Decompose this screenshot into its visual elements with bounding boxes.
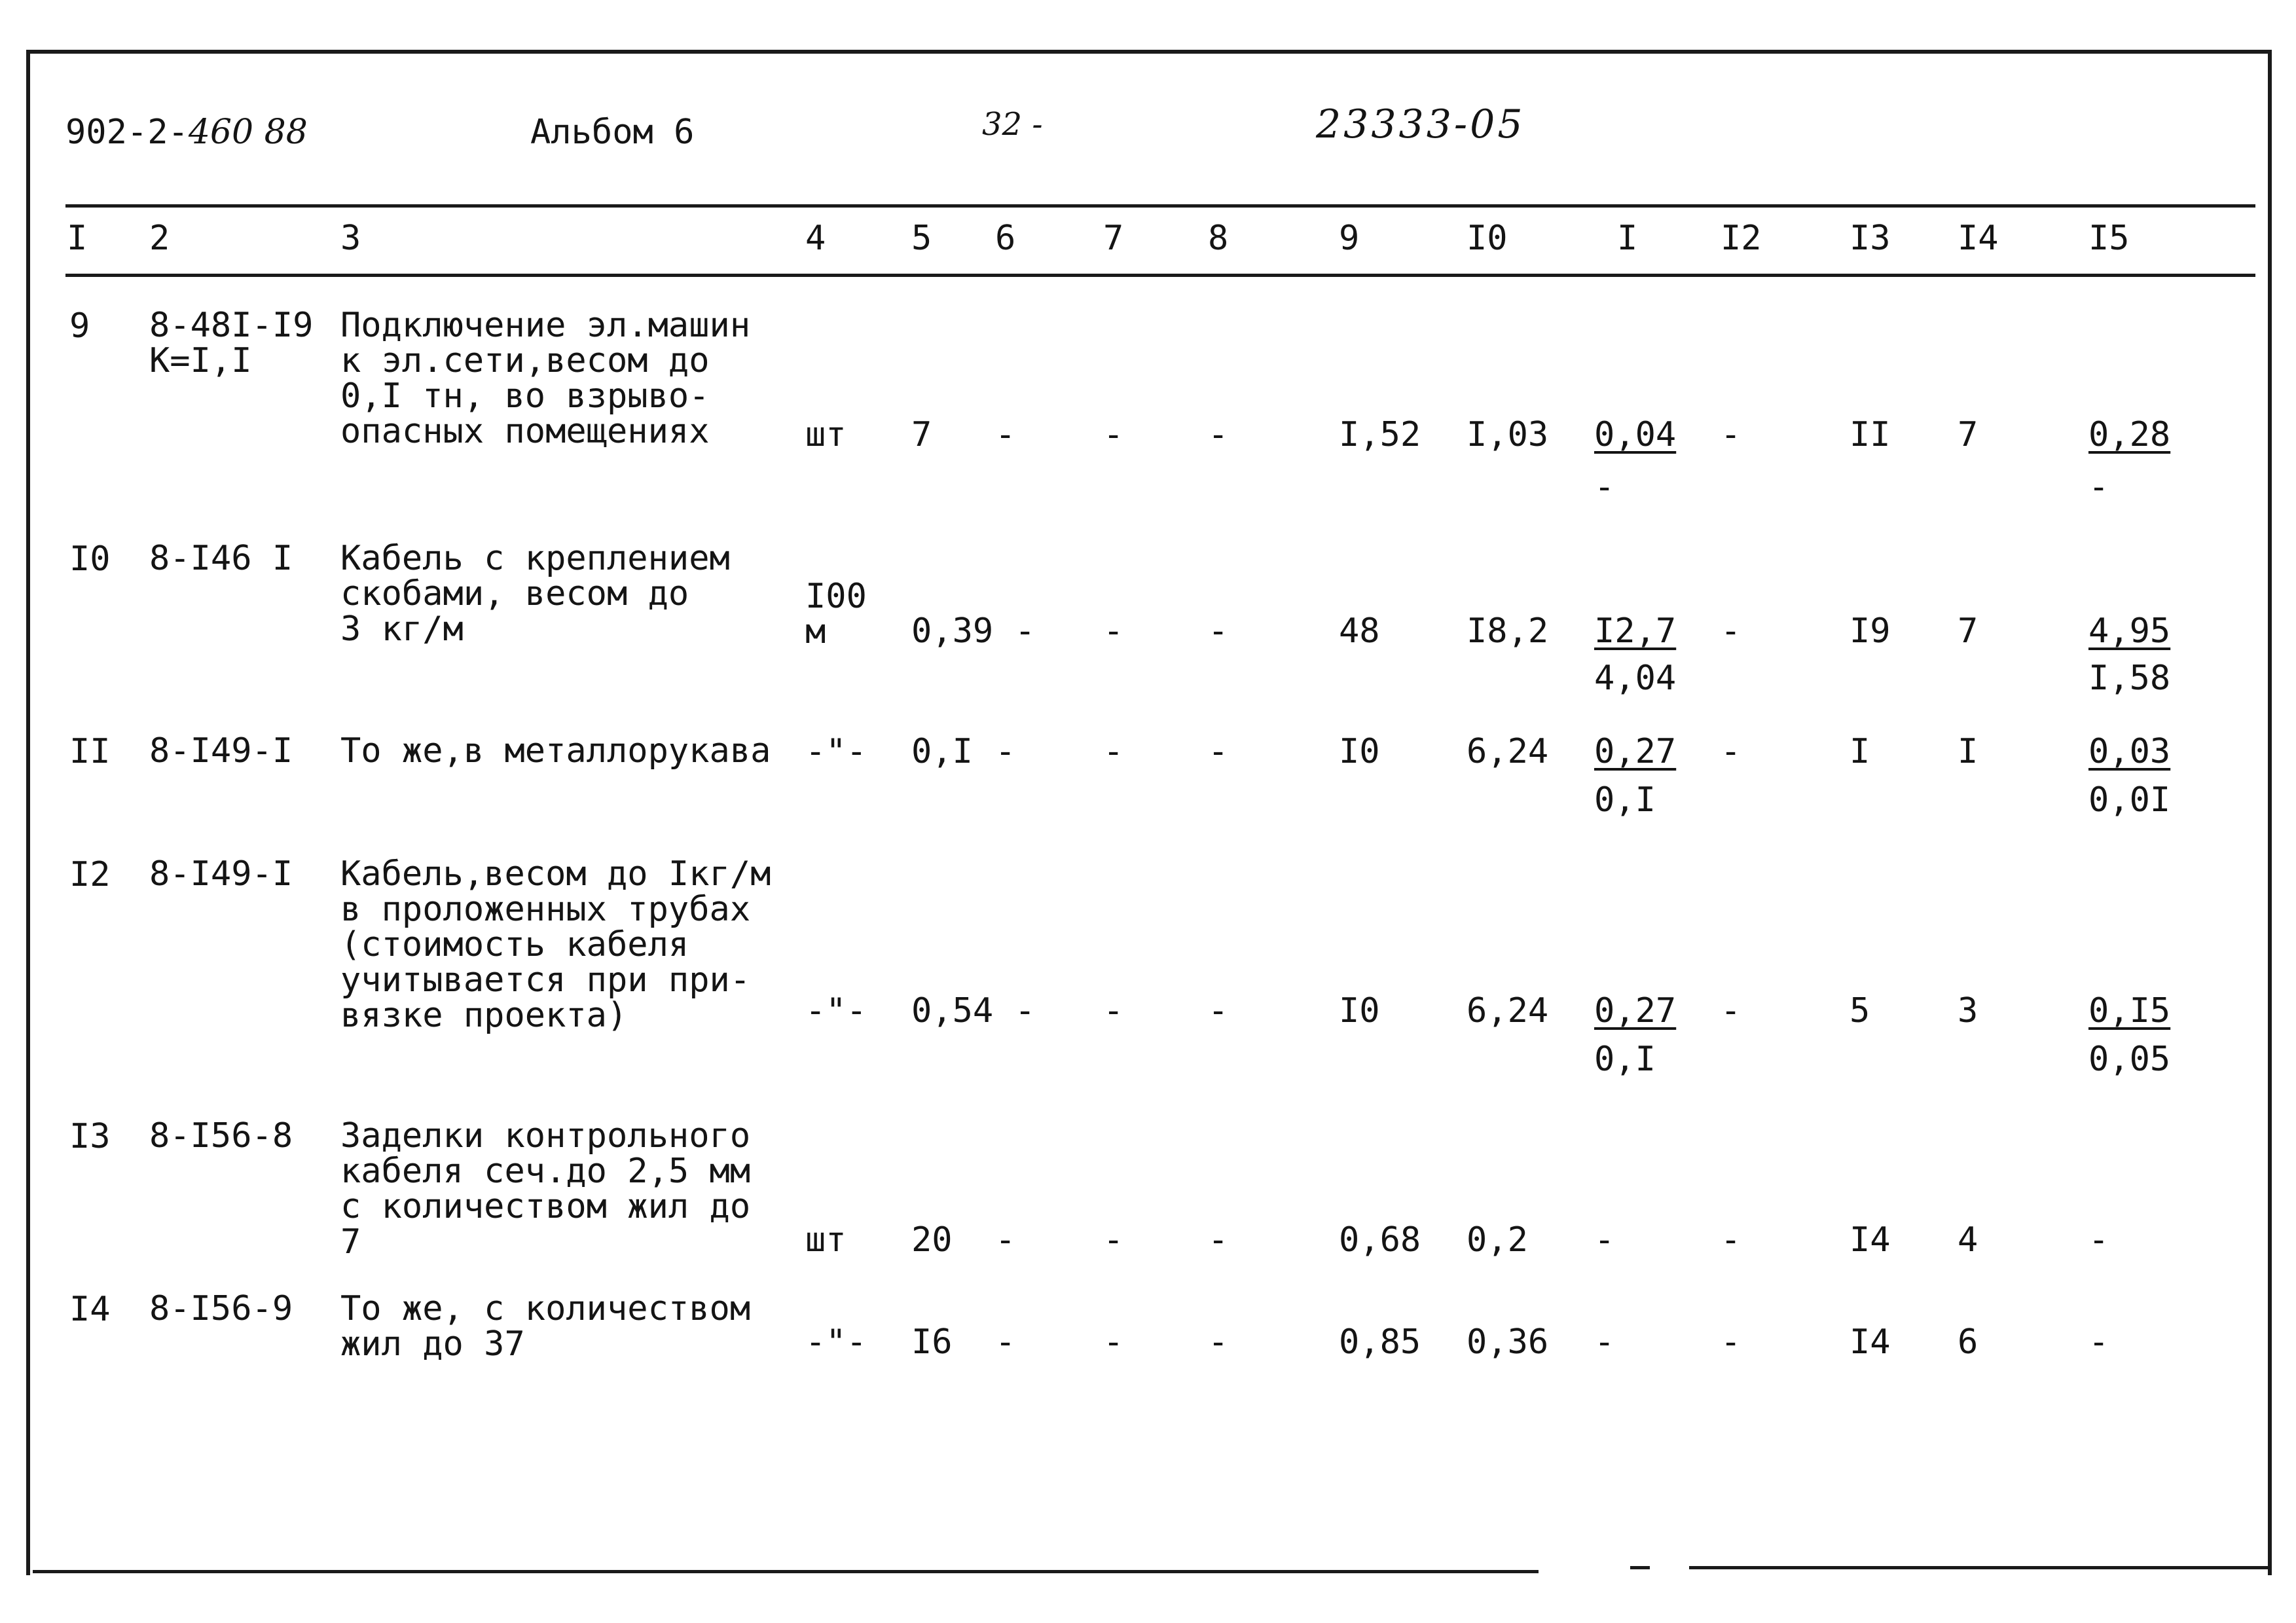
- col11-top-value: 0,04: [1594, 415, 1677, 454]
- col12-value: -: [1721, 1220, 1741, 1260]
- col11-bottom-value: 0,I: [1594, 780, 1656, 820]
- col14-value: 3: [1958, 991, 1978, 1030]
- col7-value: -: [1103, 415, 1124, 454]
- col15-top-value: -: [2088, 1220, 2109, 1260]
- work-description: Кабель с креплением скобами, весом до 3 кг/м: [340, 539, 730, 649]
- col13-value: 5: [1850, 991, 1870, 1030]
- col6-value: -: [1015, 611, 1036, 651]
- col8-value: -: [1208, 1220, 1229, 1260]
- unit: шт: [805, 415, 847, 454]
- col5-value: I6: [911, 1322, 953, 1362]
- table-header-rule-top: [65, 204, 2255, 208]
- col10-value: 0,36: [1467, 1322, 1549, 1362]
- norm-code: 8-I46 I: [149, 539, 293, 578]
- col6-value: -: [995, 1220, 1016, 1260]
- col11-bottom-value: -: [1594, 467, 1615, 507]
- col14-value: 7: [1958, 415, 1978, 454]
- col5-value: 20: [911, 1220, 953, 1260]
- col11-top-value: 0,27: [1594, 732, 1677, 771]
- col10-value: 6,24: [1467, 991, 1549, 1030]
- unit: I00 м: [805, 577, 867, 651]
- col-header-1: I: [67, 219, 88, 258]
- col6-value: -: [1015, 991, 1036, 1030]
- row-number: I4: [69, 1290, 111, 1329]
- col7-value: -: [1103, 1220, 1124, 1260]
- col7-value: -: [1103, 991, 1124, 1030]
- col6-value: -: [995, 732, 1016, 771]
- doc-number: 23333-05: [1316, 101, 1525, 147]
- col-header-15: I5: [2088, 219, 2130, 258]
- col15-top-value: 0,I5: [2088, 991, 2171, 1030]
- col5-value: 0,I: [911, 732, 973, 771]
- unit: шт: [805, 1220, 847, 1260]
- work-description: То же, с количеством жил до 37: [340, 1289, 751, 1364]
- col11-bottom-value: 4,04: [1594, 659, 1677, 698]
- col11-top-value: 0,27: [1594, 991, 1677, 1030]
- row-number: I2: [69, 855, 111, 894]
- col15-top-value: 0,28: [2088, 415, 2171, 454]
- col9-value: 0,68: [1339, 1220, 1421, 1260]
- col7-value: -: [1103, 1322, 1124, 1362]
- col13-value: I: [1850, 732, 1870, 771]
- col14-value: 4: [1958, 1220, 1978, 1260]
- frame-top-border: [26, 50, 2272, 54]
- col-header-11: I: [1617, 219, 1638, 258]
- col9-value: 48: [1339, 611, 1380, 651]
- album-label: Альбом 6: [530, 113, 695, 152]
- col12-value: -: [1721, 991, 1741, 1030]
- unit: -"-: [805, 991, 867, 1030]
- frame-left-border: [26, 50, 30, 1575]
- col-header-9: 9: [1339, 219, 1360, 258]
- col-header-14: I4: [1958, 219, 1999, 258]
- col-header-13: I3: [1850, 219, 1891, 258]
- col-header-7: 7: [1103, 219, 1124, 258]
- doc-code: [65, 113, 308, 152]
- col12-value: -: [1721, 415, 1741, 454]
- norm-code: 8-I49-I: [149, 854, 293, 894]
- col5-value: 7: [911, 415, 932, 454]
- col8-value: -: [1208, 732, 1229, 771]
- col-header-10: I0: [1467, 219, 1508, 258]
- work-description: Подключение эл.машин к эл.сети,весом до 0,I тн, во взрыво- опасных помещениях: [340, 306, 751, 451]
- doc-code-handwritten: 460 88: [188, 113, 308, 152]
- row-number: 9: [69, 306, 90, 346]
- col14-value: I: [1958, 732, 1978, 771]
- col10-value: 0,2: [1467, 1220, 1528, 1260]
- col7-value: -: [1103, 611, 1124, 651]
- doc-code-prefix: 902-2-: [65, 113, 189, 152]
- col6-value: -: [995, 415, 1016, 454]
- norm-code: 8-I56-8: [149, 1116, 293, 1156]
- col15-bottom-value: 0,05: [2088, 1040, 2171, 1079]
- col5-value: 0,54: [911, 991, 994, 1030]
- col13-value: I4: [1850, 1322, 1891, 1362]
- unit: -"-: [805, 1322, 867, 1362]
- frame-bottom-border-right: [1689, 1566, 2272, 1569]
- work-description: То же,в металлорукава: [340, 731, 771, 771]
- col11-top-value: -: [1594, 1220, 1615, 1260]
- col-header-12: I2: [1721, 219, 1762, 258]
- col8-value: -: [1208, 991, 1229, 1030]
- col-header-2: 2: [149, 219, 170, 258]
- norm-code: 8-48I-I9 K=I,I: [149, 306, 314, 380]
- col15-bottom-value: 0,0I: [2088, 780, 2171, 820]
- col8-value: -: [1208, 611, 1229, 651]
- col10-value: 6,24: [1467, 732, 1549, 771]
- row-number: I0: [69, 539, 111, 579]
- unit: -"-: [805, 732, 867, 771]
- col15-top-value: -: [2088, 1322, 2109, 1362]
- col11-bottom-value: 0,I: [1594, 1040, 1656, 1079]
- col-header-6: 6: [995, 219, 1016, 258]
- col9-value: 0,85: [1339, 1322, 1421, 1362]
- col11-top-value: I2,7: [1594, 611, 1677, 651]
- col8-value: -: [1208, 1322, 1229, 1362]
- col14-value: 6: [1958, 1322, 1978, 1362]
- col8-value: -: [1208, 415, 1229, 454]
- col-header-8: 8: [1208, 219, 1229, 258]
- col-header-5: 5: [911, 219, 932, 258]
- frame-bottom-border: [33, 1570, 1539, 1573]
- col15-top-value: 4,95: [2088, 611, 2171, 651]
- col5-value: 0,39: [911, 611, 994, 651]
- col12-value: -: [1721, 732, 1741, 771]
- table-header-rule-bottom: [65, 274, 2255, 277]
- col13-value: II: [1850, 415, 1891, 454]
- col14-value: 7: [1958, 611, 1978, 651]
- work-description: Кабель,весом до Iкг/м в проложенных трубах (стоимость кабеля учитывается при при- вязке проекта): [340, 854, 771, 1035]
- norm-code: 8-I56-9: [149, 1289, 293, 1328]
- col9-value: I,52: [1339, 415, 1421, 454]
- col15-bottom-value: -: [2088, 467, 2109, 507]
- col-header-4: 4: [805, 219, 826, 258]
- col11-top-value: -: [1594, 1322, 1615, 1362]
- col-header-3: 3: [340, 219, 361, 258]
- frame-bottom-dash: [1630, 1566, 1650, 1569]
- row-number: I3: [69, 1117, 111, 1156]
- col13-value: I9: [1850, 611, 1891, 651]
- col7-value: -: [1103, 732, 1124, 771]
- col12-value: -: [1721, 611, 1741, 651]
- row-number: II: [69, 732, 111, 771]
- page-number: 32 -: [982, 106, 1043, 143]
- col10-value: I,03: [1467, 415, 1549, 454]
- col15-top-value: 0,03: [2088, 732, 2171, 771]
- col10-value: I8,2: [1467, 611, 1549, 651]
- col15-bottom-value: I,58: [2088, 659, 2171, 698]
- col12-value: -: [1721, 1322, 1741, 1362]
- work-description: Заделки контрольного кабеля сеч.до 2,5 мм с количеством жил до 7: [340, 1116, 751, 1262]
- col9-value: I0: [1339, 732, 1380, 771]
- col13-value: I4: [1850, 1220, 1891, 1260]
- col9-value: I0: [1339, 991, 1380, 1030]
- norm-code: 8-I49-I: [149, 731, 293, 771]
- frame-right-border: [2268, 50, 2272, 1575]
- col6-value: -: [995, 1322, 1016, 1362]
